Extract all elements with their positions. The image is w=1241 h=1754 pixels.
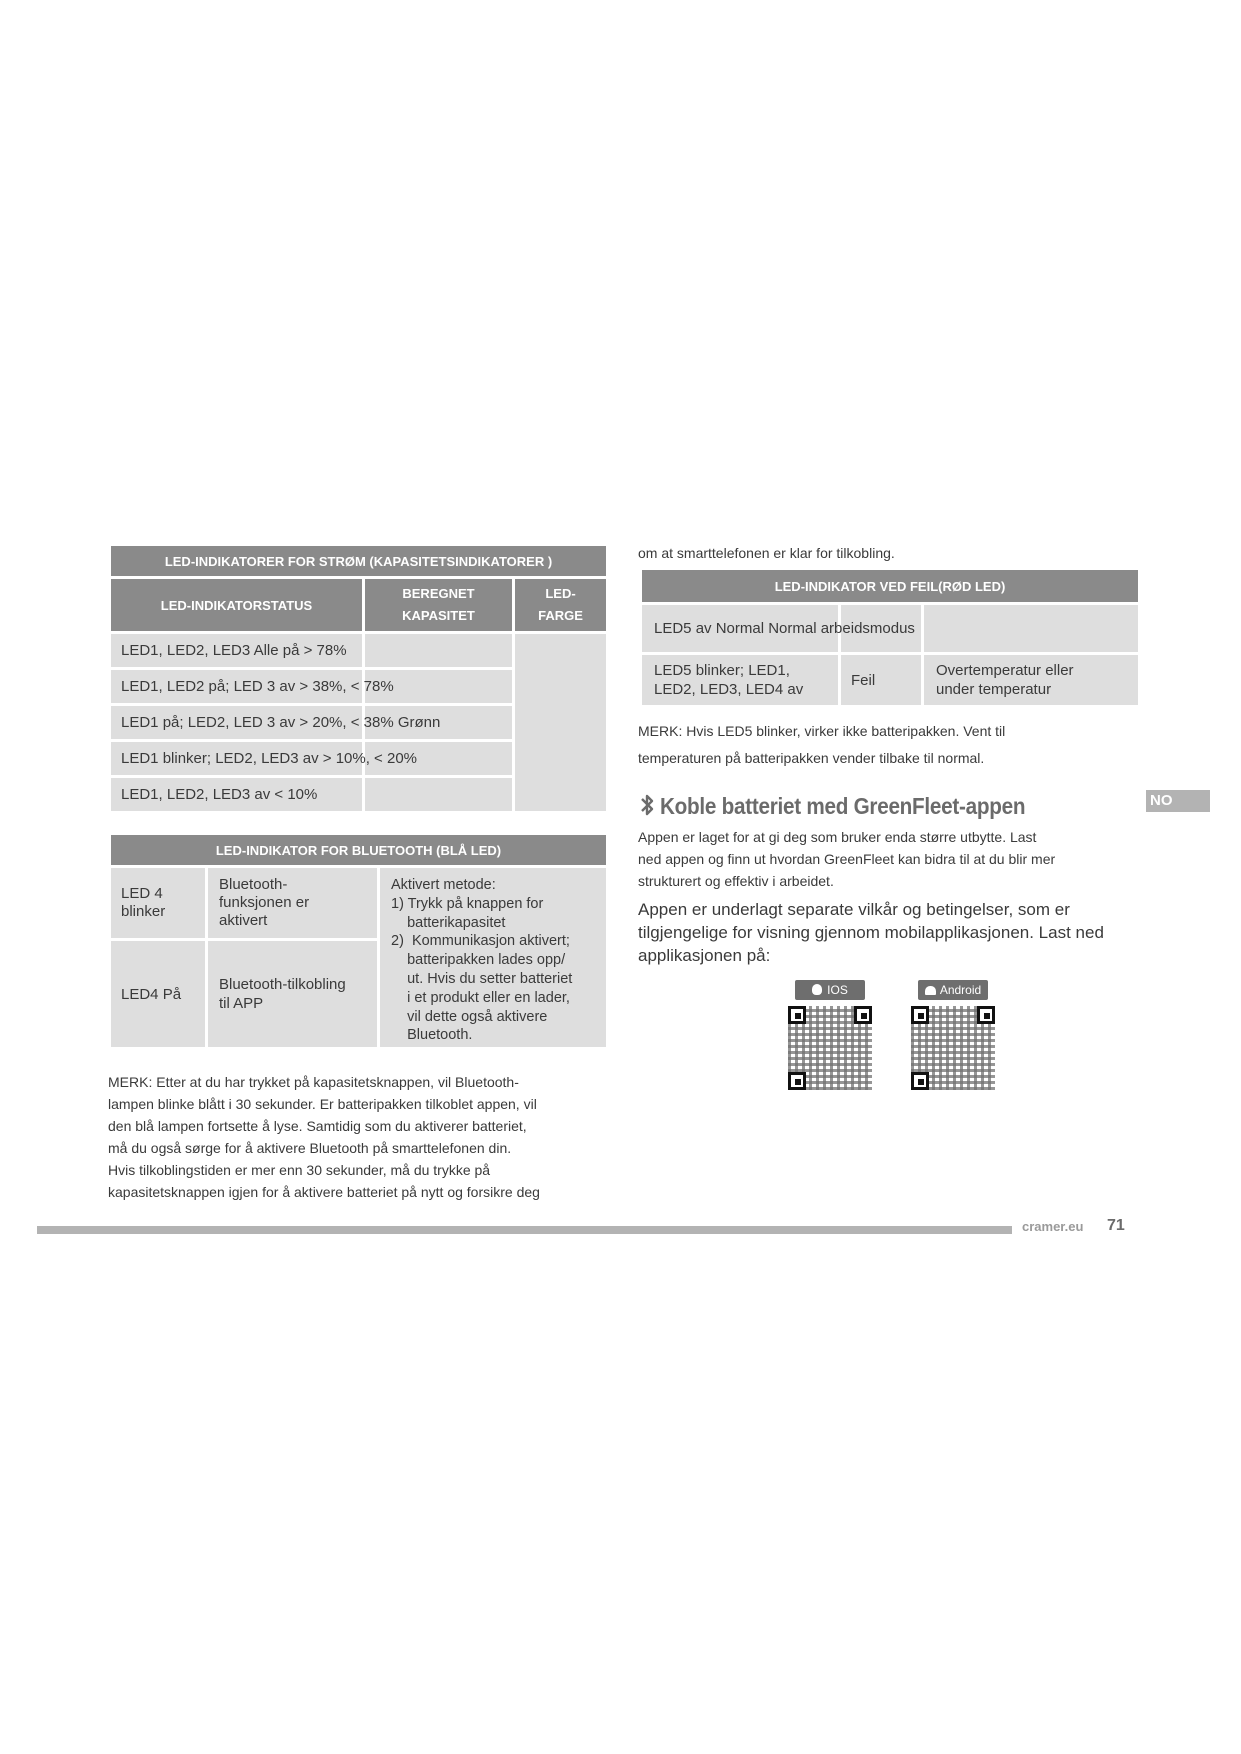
apple-icon [812, 984, 822, 995]
note-line: lampen blinke blått i 30 sekunder. Er batteripakken tilkoblet appen, vil [108, 1096, 537, 1112]
bluetooth-led-table [108, 832, 609, 1050]
qr-finder [788, 1006, 806, 1024]
bt-method-line: i et produkt eller en lader, [391, 989, 570, 1006]
section-title: Koble batteriet med GreenFleet-appen [660, 793, 1026, 819]
android-qr-code[interactable] [911, 1006, 995, 1090]
app-paragraph [638, 826, 1055, 892]
power-led-table [108, 543, 609, 814]
row-text: LED1 blinker; LED2, LED3 av > 10%, < 20% [121, 750, 418, 767]
language-tab-label: NO [1150, 792, 1173, 809]
note-line: kapasitetsknappen igjen for å aktivere batteriet på nytt og forsikre deg [108, 1184, 540, 1200]
error-cause [924, 655, 1138, 705]
ios-badge[interactable] [795, 980, 865, 1000]
android-label: Android [939, 983, 982, 997]
error-state: Feil [841, 655, 921, 705]
table-row [111, 778, 362, 811]
bt-function-line2: funksjonen er [219, 894, 310, 911]
table-row [111, 706, 441, 739]
table-row [111, 670, 394, 703]
terms-line: tilgjengelige for visning gjennom mobilapplikasjonen. Last ned [638, 923, 1104, 942]
intro-line: om at smarttelefonen er klar for tilkobling. [638, 545, 895, 561]
error-led-table [639, 567, 1141, 708]
header-led-color-line1: LED- [545, 586, 576, 601]
table-row [111, 742, 418, 775]
note-line: må du også sørge for å aktivere Bluetooth på smarttelefonen din. [108, 1140, 512, 1156]
note-line: Hvis tilkoblingstiden er mer enn 30 sekunder, må du trykke på [108, 1162, 491, 1178]
qr-finder [911, 1006, 929, 1024]
ios-qr-code[interactable] [788, 1006, 872, 1090]
android-icon [925, 986, 936, 995]
bluetooth-note [108, 1071, 608, 1203]
bt-connected-line1: Bluetooth-tilkobling [219, 976, 346, 993]
ios-label: IOS [827, 983, 848, 997]
section-heading [638, 793, 1066, 823]
terms-line: applikasjonen på: [638, 946, 771, 965]
error-status-line2: LED2, LED3, LED4 av [654, 681, 804, 698]
qr-finder [911, 1072, 929, 1090]
bt-method-title: Aktivert metode: [391, 877, 496, 893]
row-text: LED1, LED2 på; LED 3 av > 38%, < 78% [121, 678, 394, 695]
bt-method-line: vil dette også aktivere [391, 1008, 548, 1025]
bt-activation-method [380, 868, 606, 1047]
bt-function-connected [208, 941, 377, 1047]
row-text: LED1, LED2, LED3 av < 10% [121, 786, 318, 803]
terms-line: Appen er underlagt separate vilkår og betingelser, som er [638, 900, 1070, 919]
table-row [111, 634, 362, 667]
bt-status-blinking-line1: LED 4 [121, 885, 163, 902]
header-led-status: LED-INDIKATORSTATUS [111, 579, 362, 631]
error-led-table-title: LED-INDIKATOR VED FEIL(RØD LED) [642, 570, 1138, 602]
note-line: den blå lampen fortsette å lyse. Samtidig som du aktiverer batteriet, [108, 1118, 527, 1134]
header-capacity-line2: KAPASITET [402, 608, 475, 623]
error-row-normal [642, 605, 915, 652]
power-led-table-grid [108, 543, 609, 814]
footer-rule [37, 1226, 1012, 1234]
bt-method-line: batterikapasitet [391, 914, 506, 931]
bt-method-line: ut. Hvis du setter batteriet [391, 970, 573, 987]
app-line: ned appen og finn ut hvordan GreenFleet kan bidra til at du blir mer [638, 851, 1056, 867]
bt-method-line: Bluetooth. [391, 1027, 473, 1044]
error-cause-line1: Overtemperatur eller [936, 662, 1074, 679]
error-status-line1: LED5 blinker; LED1, [654, 662, 790, 679]
bt-status-on: LED4 På [111, 941, 205, 1047]
page-number: 71 [1107, 1217, 1125, 1234]
note-line: temperaturen på batteripakken vender tilbake til normal. [638, 750, 985, 766]
header-capacity-line1: BEREGNET [402, 586, 475, 601]
note-line: MERK: Hvis LED5 blinker, virker ikke batteripakken. Vent til [638, 723, 1006, 739]
bt-method-line: 1) Trykk på knappen for [391, 895, 544, 912]
row-text: LED1, LED2, LED3 Alle på > 78% [121, 642, 347, 659]
app-line: strukturert og effektiv i arbeidet. [638, 873, 834, 889]
qr-finder [854, 1006, 872, 1024]
bluetooth-led-table-title: LED-INDIKATOR FOR BLUETOOTH (BLÅ LED) [111, 835, 606, 865]
qr-finder [977, 1006, 995, 1024]
header-led-color-line2: FARGE [538, 608, 583, 623]
error-cause-line2: under temperatur [936, 681, 1052, 698]
bluetooth-led-table-grid [108, 832, 609, 1050]
bluetooth-icon [638, 793, 656, 817]
terms-paragraph [638, 898, 1104, 967]
note-line: MERK: Etter at du har trykket på kapasitetsknappen, vil Bluetooth- [108, 1074, 519, 1090]
bt-function-activated [208, 868, 377, 938]
bt-method-line: 2) Kommunikasjon aktivert; [391, 933, 570, 950]
error-cause-cell [924, 605, 1138, 652]
error-led-table-grid [639, 567, 1141, 708]
android-badge[interactable] [918, 980, 988, 1000]
bt-method-line: batteripakken lades opp/ [391, 952, 566, 969]
capacity-cell [365, 778, 512, 811]
capacity-cell [365, 634, 512, 667]
bt-status-blinking [111, 868, 205, 938]
power-led-table-title: LED-INDIKATORER FOR STRØM (KAPASITETSINDIKATORER ) [111, 546, 606, 576]
error-row-normal-text: LED5 av Normal Normal arbeidsmodus [654, 620, 915, 637]
header-capacity [365, 579, 512, 631]
row-text: LED1 på; LED2, LED 3 av > 20%, < 38% Grønn [121, 714, 441, 731]
app-line: Appen er laget for at gi deg som bruker enda større utbytte. Last [638, 829, 1037, 845]
language-tab [1146, 790, 1210, 812]
error-note [638, 718, 1005, 772]
qr-finder [788, 1072, 806, 1090]
bt-function-line3: aktivert [219, 912, 268, 929]
led-color-cell [515, 634, 606, 811]
footer-site: cramer.eu [1022, 1219, 1084, 1234]
bt-function-line1: Bluetooth- [219, 876, 288, 893]
bt-status-blinking-line2: blinker [121, 903, 166, 920]
header-led-color [515, 579, 606, 631]
bt-connected-line2: til APP [219, 995, 264, 1012]
error-row-blinking [642, 655, 838, 705]
